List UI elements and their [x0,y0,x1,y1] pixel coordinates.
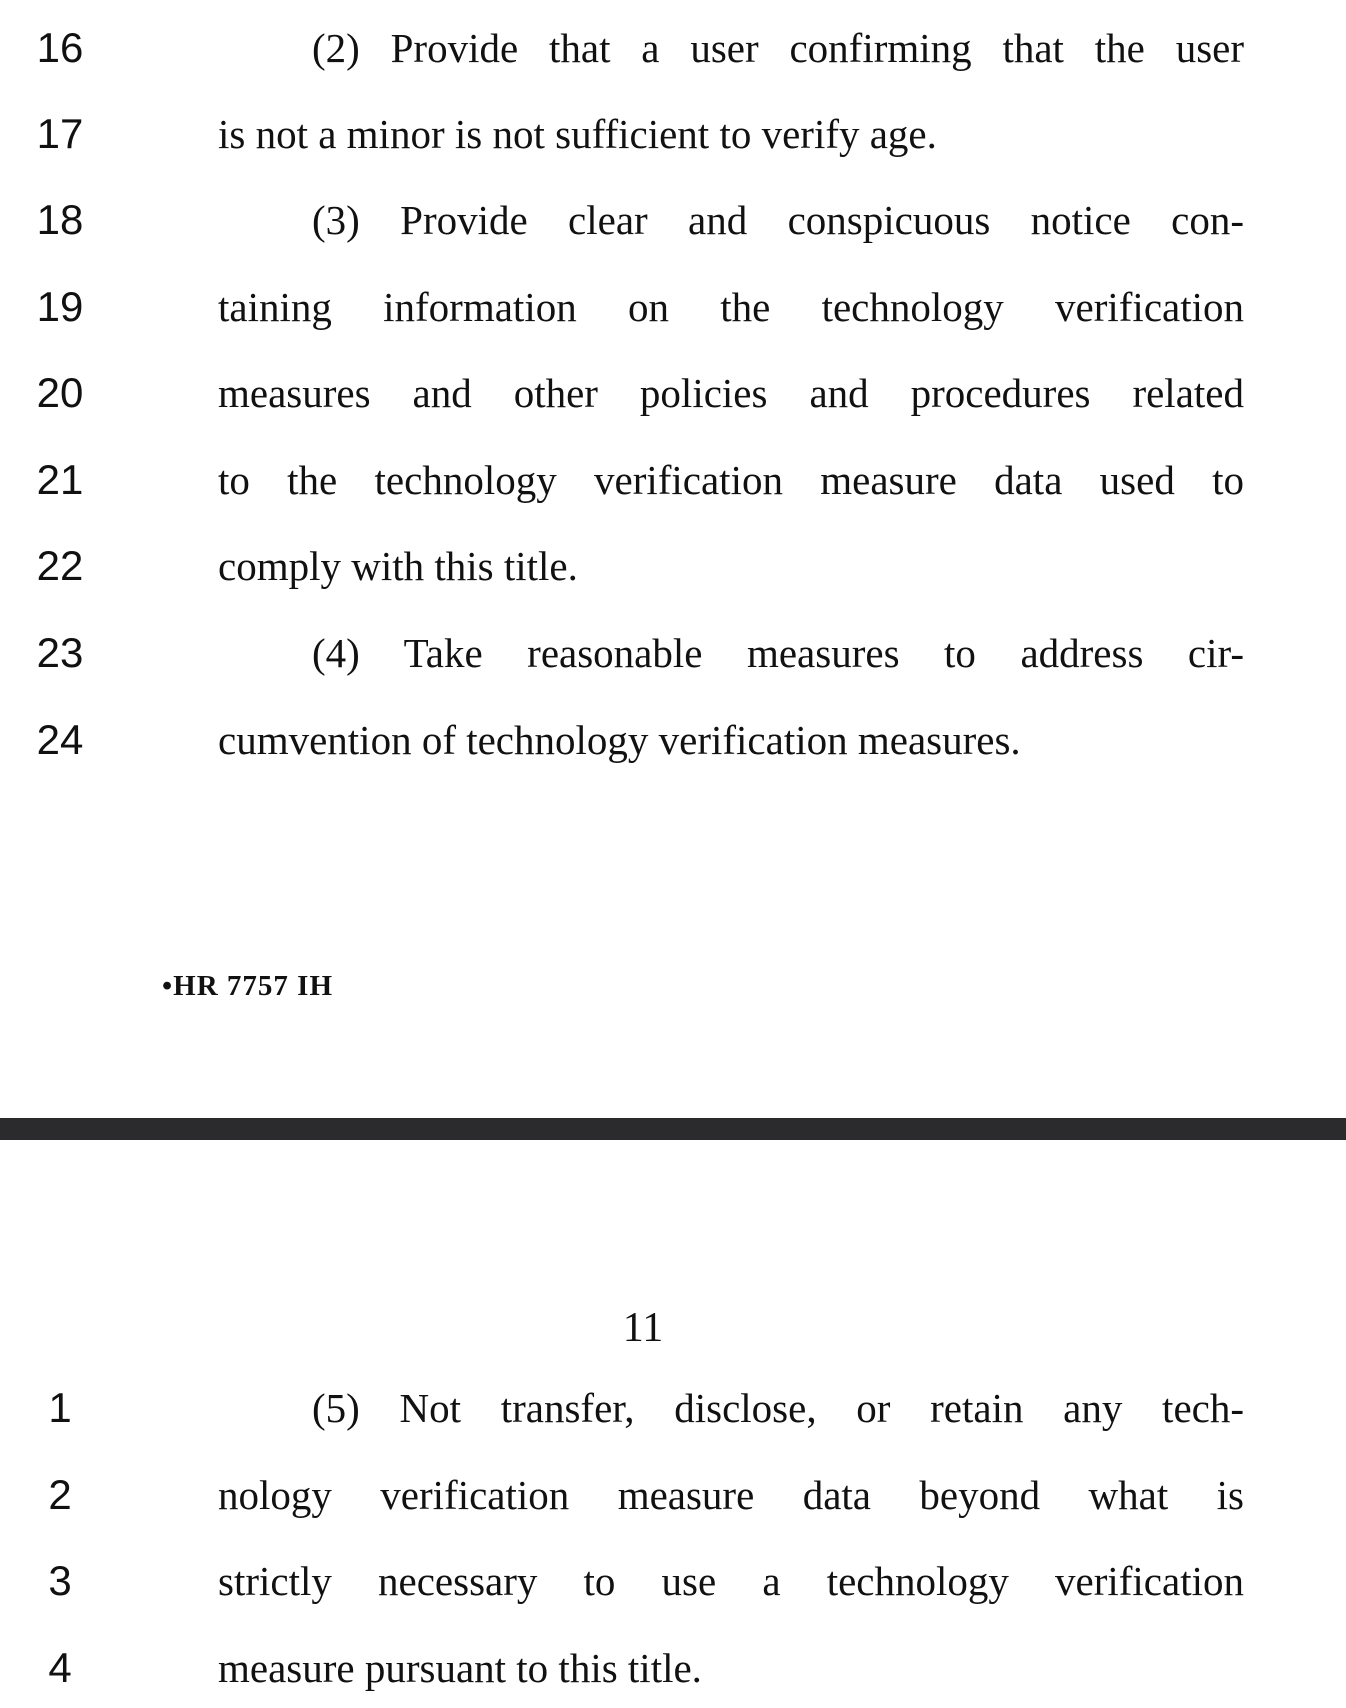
line-text: to the technology verification measure data used to [218,457,1244,503]
line-number: 17 [36,110,84,157]
line-text: is not a minor is not sufficient to verify age. [218,111,937,157]
text-line [0,363,1346,423]
line-text: (2) Provide that a user confirming that the user [312,25,1244,71]
line-text: comply with this title. [218,543,578,589]
line-number: 21 [36,456,84,503]
text-line [0,1465,1346,1525]
text-line [0,536,1346,596]
line-number: 23 [36,629,84,676]
line-number: 20 [36,369,84,416]
text-line [0,104,1346,164]
line-number: 16 [36,24,84,71]
text-line [0,1551,1346,1611]
line-number: 22 [36,542,84,589]
line-text: (5) Not transfer, disclose, or retain any tech- [312,1385,1244,1431]
text-line [0,1638,1346,1698]
line-text: strictly necessary to use a technology verification [218,1558,1244,1604]
line-number: 2 [48,1471,72,1518]
text-line [0,450,1346,510]
line-text: measure pursuant to this title. [218,1645,702,1691]
line-text: (3) Provide clear and conspicuous notice con- [312,197,1244,243]
text-line [0,18,1346,78]
text-line [0,710,1346,770]
line-text: nology verification measure data beyond what is [218,1472,1244,1518]
page-number: 11 [622,1305,664,1351]
line-number: 3 [48,1557,72,1604]
line-number: 19 [36,283,84,330]
text-line [0,277,1346,337]
line-number: 24 [36,716,84,763]
text-line [0,1378,1346,1438]
line-number: 1 [48,1384,72,1431]
text-line [0,190,1346,250]
line-number: 4 [48,1644,72,1691]
bill-identifier: •HR 7757 IH [162,970,333,1002]
text-line [0,623,1346,683]
page-divider [0,1118,1346,1140]
line-text: cumvention of technology verification measures. [218,717,1021,763]
line-text: taining information on the technology verification [218,284,1244,330]
line-number: 18 [36,196,84,243]
line-text: measures and other policies and procedures related [218,370,1244,416]
line-text: (4) Take reasonable measures to address cir- [312,630,1244,676]
